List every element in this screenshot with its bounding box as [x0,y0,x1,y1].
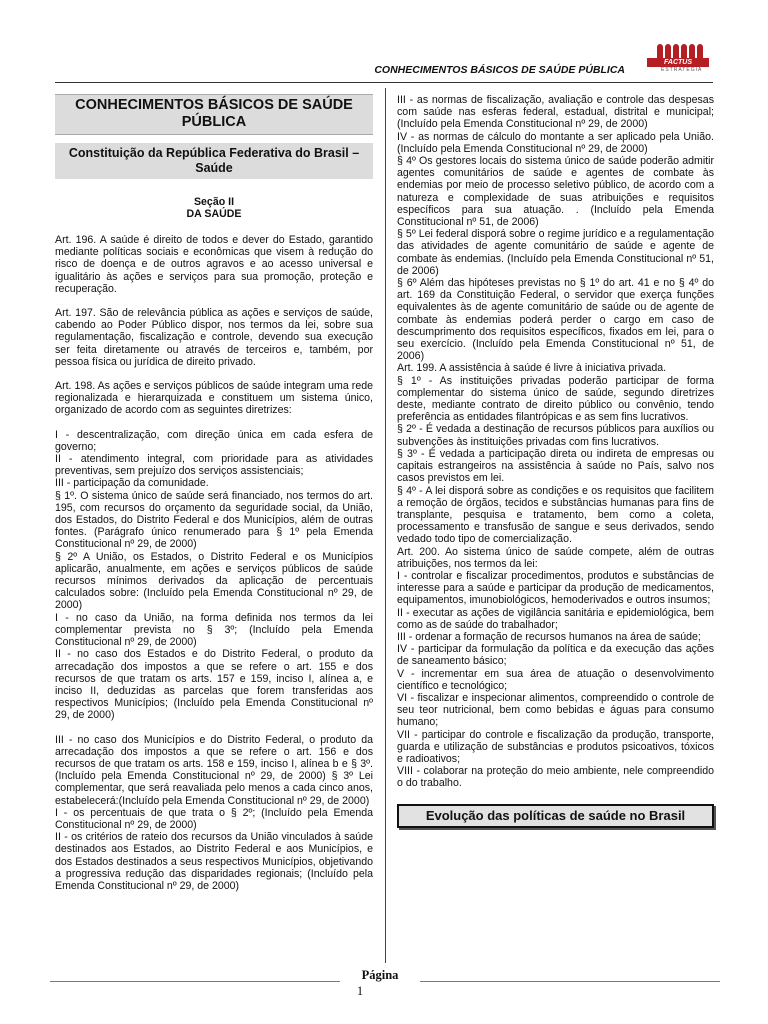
left-column [55,94,373,892]
paragraph: § 4º - A lei disporá sobre as condições e os requisitos que facilitem a remoção de órgãos, tecidos e substâncias humanas para fins de transplante, pesquisa e tratamento, bem como a coleta, processamento e transfusão de sangue e seus derivados, sendo vedado todo tipo de comercialização. [397,484,714,546]
paragraph: V - incrementar em sua área de atuação o desenvolvimento científico e tecnológico; [397,667,714,692]
paragraph: § 5º Lei federal disporá sobre o regime jurídico e a regulamentação das atividades de agente comunitário de saúde e agente de combate às endemias. (Incluído pela Emenda Constitucional nº 51, de 2006) [397,228,714,277]
paragraph: I - descentralização, com direção única em cada esfera de governo; [55,428,373,453]
paragraph: III - participação da comunidade. [55,477,209,490]
paragraph: § 2º A União, os Estados, o Distrito Federal e os Municípios aplicarão, anualmente, em ações e serviços públicos de saúde recursos mínimos derivados da aplicação de percentuais calculados sobre: (Incluído pela Emenda Constitucional nº 29, de 2000) [55,550,373,612]
header-title: CONHECIMENTOS BÁSICOS DE SAÚDE PÚBLICA [374,64,625,76]
sub-heading: Constituição da República Federativa do Brasil – Saúde [55,143,373,179]
paragraph: § 4º Os gestores locais do sistema único de saúde poderão admitir agentes comunitários de saúde e agentes de combate às endemias por meio de processo seletivo público, de acordo com a natureza e complexidade de suas atribuições e requisitos específicos para sua atuação. . (Incluído pela Emenda Constitucional nº 51, de 2006) [397,155,714,229]
footer-rule-left [50,981,340,982]
paragraph: Art. 198. As ações e serviços públicos de saúde integram uma rede regionalizada e hierarquizada e constituem um sistema único, organizado de acordo com as seguintes diretrizes: [55,380,373,417]
paragraph: Art. 196. A saúde é direito de todos e dever do Estado, garantido mediante políticas sociais e econômicas que visem à redução do risco de doença e de outros agravos e ao acesso universal e igualitário às ações e serviços para sua promoção, proteção e recuperação. [55,234,373,295]
page-number: 1 [356,984,364,998]
paragraph: II - no caso dos Estados e do Distrito Federal, o produto da arrecadação dos impostos a que se refere o art. 155 e dos recursos de que tratam os arts. 157 e 159, inciso I, alínea a, e inciso II, deduzidas as parcelas que forem transferidas aos respectivos Municípios; (Incluído pela Emenda Constitucional nº 29, de 2000) [55,648,373,722]
paragraph: Art. 197. São de relevância pública as ações e serviços de saúde, cabendo ao Poder Público dispor, nos termos da lei, sobre sua regulamentação, fiscalização e controle, devendo sua execução ser feita diretamente ou através de terceiros e, também, por pessoa física ou jurídica de direito privado. [55,307,373,368]
logo-text: FACTUS [647,58,709,67]
footer-rule-right [420,981,720,982]
section-box-heading: Evolução das políticas de saúde no Brasil [397,804,714,828]
section-number: Seção II [193,196,235,208]
logo-people-icon [657,44,701,58]
paragraph: I - controlar e fiscalizar procedimentos, produtos e substâncias de interesse para a saúde e participar da produção de medicamentos, equipamentos, imunobiológicos, hemoderivados e outros insumos; [397,569,714,607]
column-divider [385,88,386,963]
paragraph: II - atendimento integral, com prioridade para as atividades preventivas, sem prejuízo dos serviços assistenciais; [55,453,373,478]
paragraph: VII - participar do controle e fiscalização da produção, transporte, guarda e utilização de substâncias e produtos psicoativos, tóxicos e radioativos; [397,728,714,765]
paragraph: III - no caso dos Municípios e do Distrito Federal, o produto da arrecadação dos impostos a que se refere o art. 156 e dos recursos de que tratam os arts. 158 e 159, inciso I, alínea b e § 3º.(Incluído pela Emenda Constitucional nº 29, de 2000) § 3º Lei complementar, que será reavaliada pelo menos a cada cinco anos, estabelecerá:(Incluído pela Emenda Constitucional nº 29, de 2000) [55,733,373,807]
right-column [397,94,714,828]
paragraph: III - ordenar a formação de recursos humanos na área de saúde; [397,630,701,643]
paragraph: II - os critérios de rateio dos recursos da União vinculados à saúde destinados aos Estados, ao Distrito Federal e aos Municípios, e dos Estados destinados a seus respectivos Municípios, objetivando a progressiva redução das disparidades regionais; (Incluído pela Emenda Constitucional nº 29, de 2000) [55,831,373,892]
paragraph: I - no caso da União, na forma definida nos termos da lei complementar prevista no § 3º; (Incluído pela Emenda Constitucional nº 29, de 2000) [55,611,373,649]
paragraph: II - executar as ações de vigilância sanitária e epidemiológica, bem como as de saúde do trabalhador; [397,606,714,631]
paragraph: Art. 199. A assistência à saúde é livre à iniciativa privada. [397,362,667,375]
paragraph: § 2º - É vedada a destinação de recursos públicos para auxílios ou subvenções às instituições privadas com fins lucrativos. [397,423,714,448]
footer-page-label: Página [361,968,399,982]
paragraph: I - os percentuais de que trata o § 2º; (Incluído pela Emenda Constitucional nº 29, de 2000) [55,806,373,831]
paragraph: IV - as normas de cálculo do montante a ser aplicado pela União.(Incluído pela Emenda Constitucional nº 29, de 2000) [397,130,714,155]
section-name: DA SAÚDE [186,208,242,220]
paragraph: § 6º Além das hipóteses previstas no § 1º do art. 41 e no § 4º do art. 169 da Constituição Federal, o servidor que exerça funções equivalentes às de agente comunitário de saúde ou de agente de combate às endemias poderá perder o cargo em caso de descumprimento dos requisitos específicos, fixados em lei, para o seu exercício. (Incluído pela Emenda Constitucional nº 51, de 2006) [397,277,714,363]
paragraph: § 1º - As instituições privadas poderão participar de forma complementar do sistema único de saúde, segundo diretrizes deste, mediante contrato de direito público ou convênio, tendo preferência as entidades filantrópicas e as sem fins lucrativos. [397,374,714,424]
section-title [55,196,373,220]
paragraph: VIII - colaborar na proteção do meio ambiente, nele compreendido o do trabalho. [397,765,714,790]
paragraph: Art. 200. Ao sistema único de saúde compete, além de outras atribuições, nos termos da lei: [397,545,714,570]
main-heading: CONHECIMENTOS BÁSICOS DE SAÚDE PÚBLICA [55,94,373,135]
paragraph: VI - fiscalizar e inspecionar alimentos, compreendido o controle de seu teor nutricional, bem como bebidas e águas para consumo humano; [397,691,714,729]
factus-logo [647,44,709,72]
logo-subtext: ESTRATÉGIA [661,67,703,73]
paragraph: IV - participar da formulação da política e da execução das ações de saneamento básico; [397,643,714,668]
paragraph: § 3º - É vedada a participação direta ou indireta de empresas ou capitais estrangeiros na assistência à saúde no País, salvo nos casos previstos em lei. [397,447,714,485]
header-divider [55,82,713,83]
paragraph: § 1º. O sistema único de saúde será financiado, nos termos do art. 195, com recursos do orçamento da seguridade social, da União, dos Estados, do Distrito Federal e dos Municípios, além de outras fontes. (Parágrafo único renumerado para § 1º pela Emenda Constitucional nº 29, de 2000) [55,489,373,551]
paragraph: III - as normas de fiscalização, avaliação e controle das despesas com saúde nas esferas federal, estadual, distrital e municipal; (Incluído pela Emenda Constitucional nº 29, de 2000) [397,94,714,131]
